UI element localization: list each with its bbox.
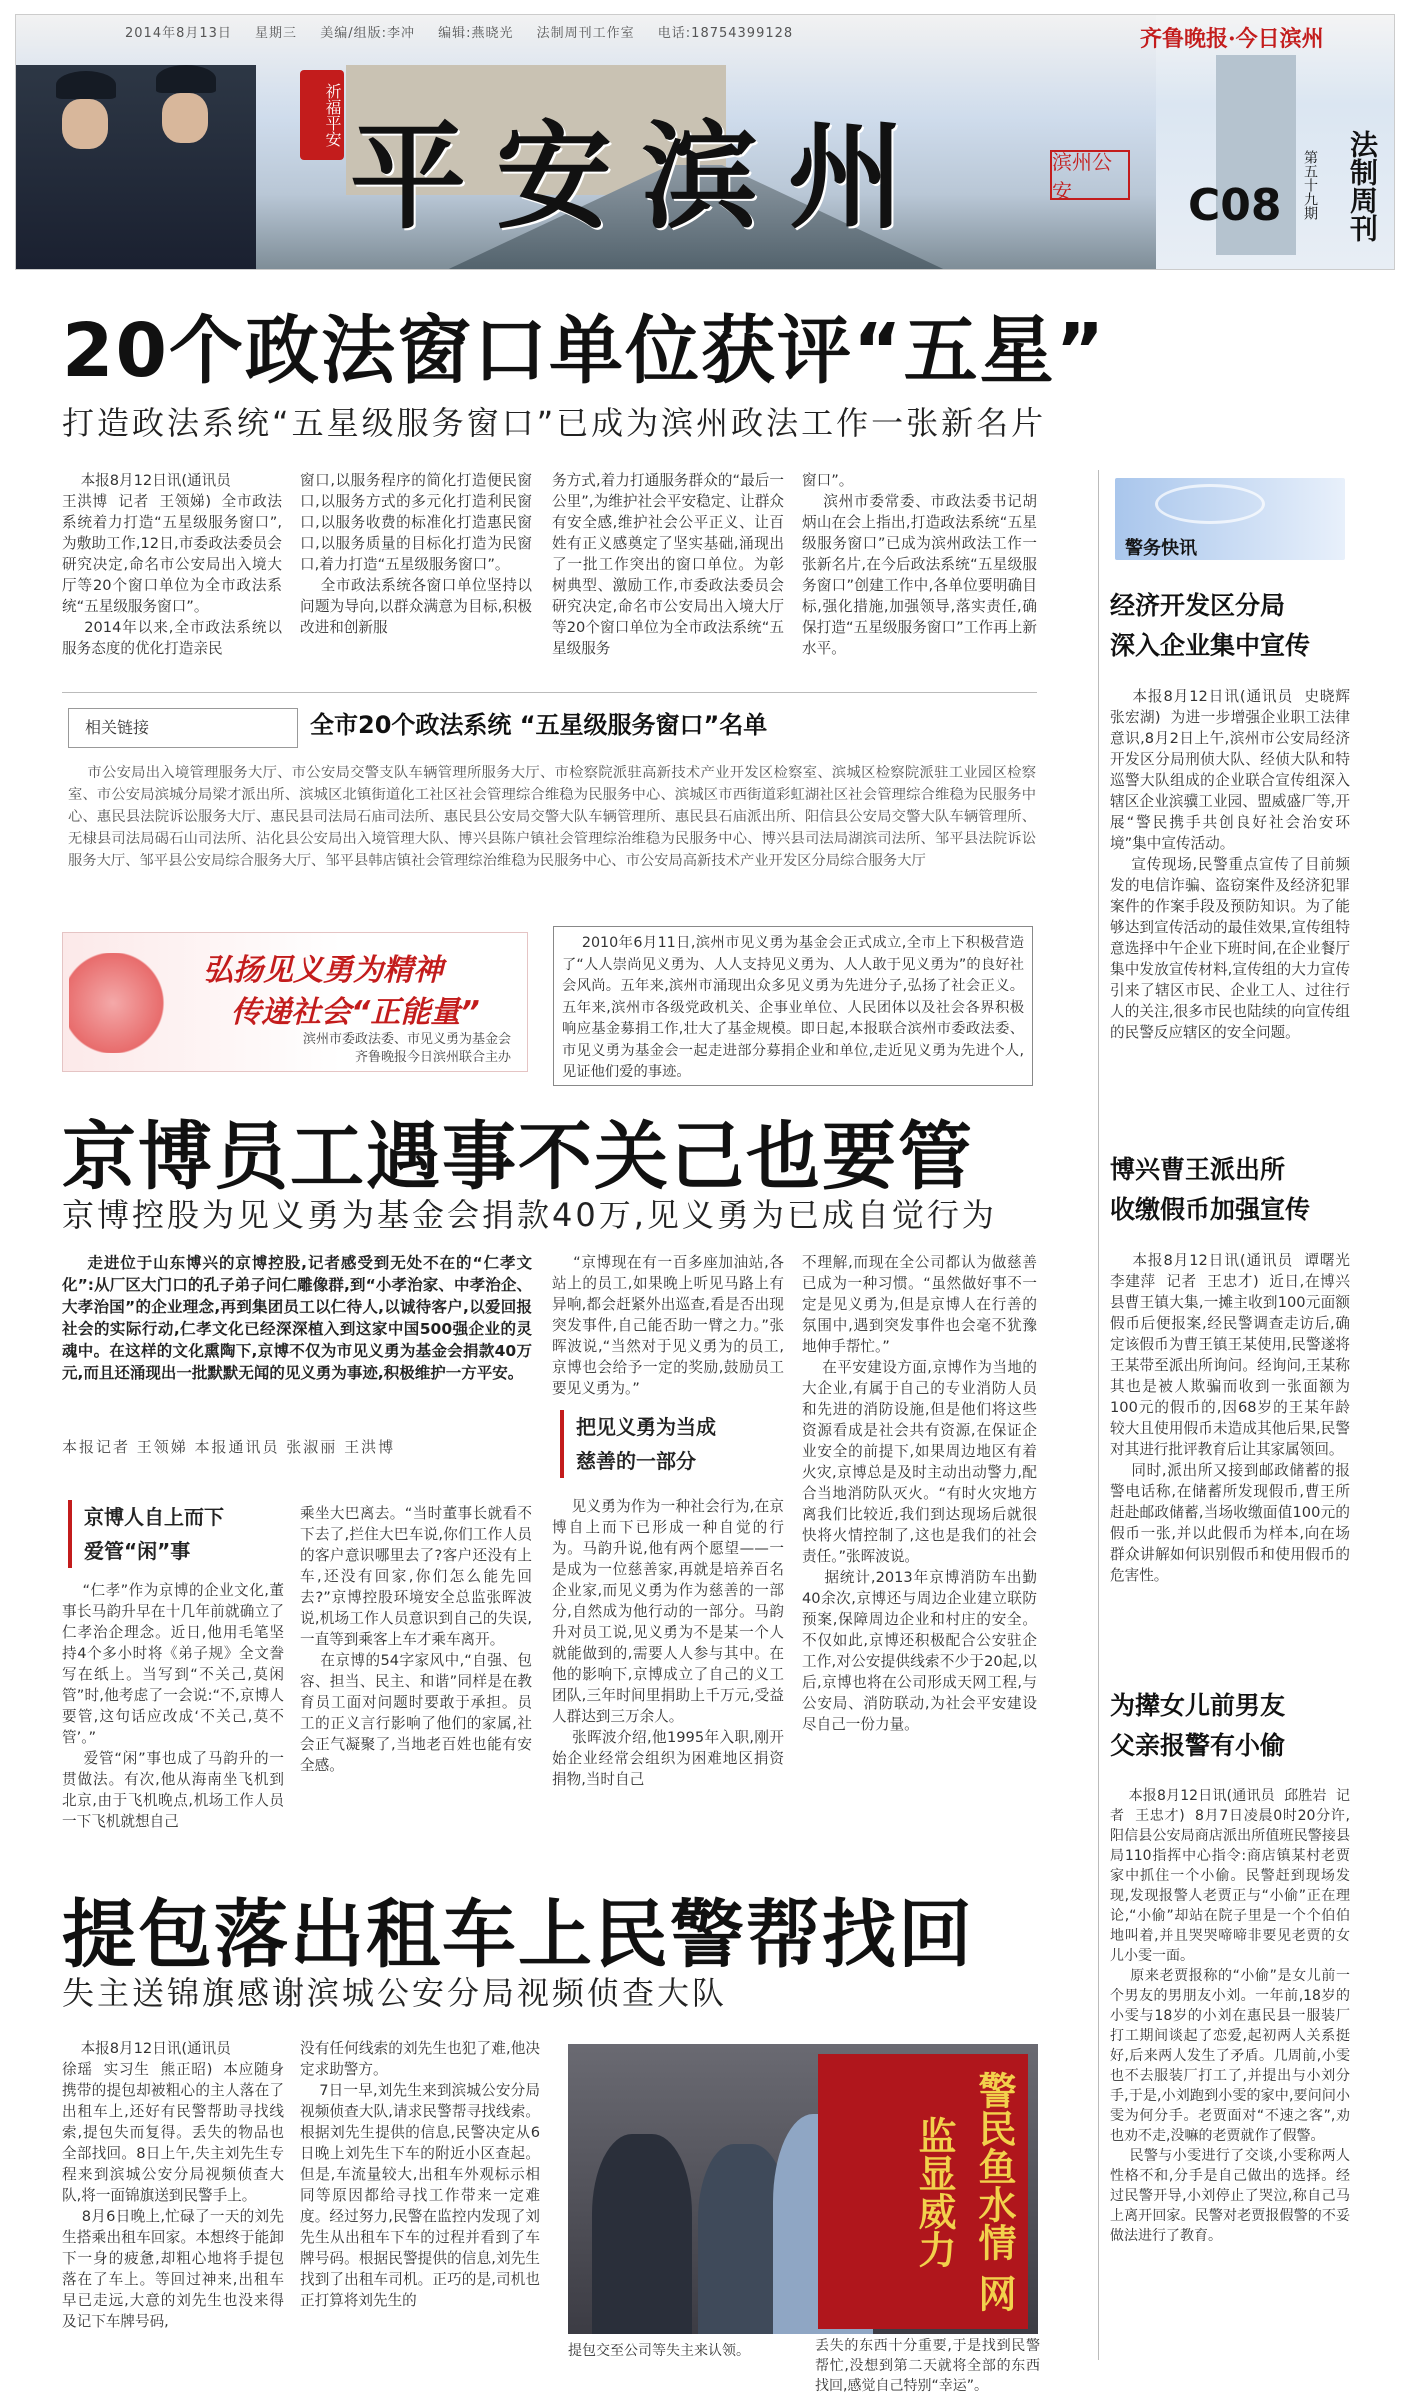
story1-headline: 20个政法窗口单位获评“五星” — [62, 308, 1107, 394]
masthead-info-strip — [125, 22, 811, 41]
banner-sponsors: 滨州市委政法委、市见义勇为基金会 齐鲁晚报今日滨州联合主办 — [303, 1032, 512, 1065]
sidebar-headline3: 为撵女儿前男友 父亲报警有小偷 — [1110, 1691, 1286, 1760]
story3-colD: 丢失的东西十分重要,于是找到民警帮忙,没想到第二天就将全部的东西找回,感觉自己特别“幸运”。 — [815, 2338, 1040, 2394]
person-figure — [592, 2134, 692, 2334]
swirl-icon — [1155, 484, 1265, 524]
page-title: 平安滨州 — [350, 109, 934, 245]
story1-col4: 窗口”。 滨州市委常委、市政法委书记胡炳山在会上指出,打造政法系统“五星级服务窗口”已成为滨州政法工作一张新名片,在今后政法系统“五星级服务窗口”创建工作中,各单位要明确目标,强化措施,加强领导,落实责任,确保打造“五星级服务窗口”工作再上新水平。 — [802, 472, 1037, 657]
notice-text: 2010年6月11日,滨州市见义勇为基金会正式成立,全市上下积极营造了“人人崇尚见义勇为、人人支持见义勇为、人人敢于见义勇为”的良好社会风尚。五年来,滨州市涌现出众多见义勇为先进分子,弘扬了社会正义。五年来,滨州市各级党政机关、企事业单位、人民团体以及社会各界积极响应基金募捐工作,壮大了基金规模。即日起,本报联合滨州市委政法委、市见义勇为基金会一起走进部分募捐企业和单位,走近见义勇为先进个人,见证他们爱的事迹。 — [562, 935, 1024, 1080]
editor: 编辑:燕晓光 — [438, 26, 514, 41]
police-officers-photo — [16, 65, 256, 270]
page-number: C08 — [1188, 180, 1282, 231]
story2-colA: “仁孝”作为京博的企业文化,董事长马韵升早在十几年前就确立了仁孝治企理念。近日,他用毛笔坚持4个多小时将《弟子规》全文誊写在纸上。当写到“不关己,莫闲管”时,他考虑了一会说:“不,京博人要管,这句话应改成‘不关己,莫不管’。” 爱管“闲”事也成了马韵升的一贯做法。有次,他从海南坐飞机到北京,由于飞机晚点,机场工作人员一下飞机就想自己 — [62, 1582, 285, 1830]
sidebar-text1: 本报8月12日讯(通讯员 史晓辉 张宏湖) 为进一步增强企业职工法律意识,8月2日上午,滨州市公安局经济开发区分局刑侦大队、经侦大队和特巡警大队组成的企业联合宣传组深入辖区企业滨骥工业园、盟威盛厂等,开展“警民携手共创良好社会治安环境”集中宣传活动。 宣传现场,民警重点宣传了目前频发的电信诈骗、盗窃案件及经济犯罪案件的作案手段及预防知识。为了能够达到宣传活动的最佳效果,宣传组特意选择中午企业下班时间,在企业餐厅集中发放宣传材料,宣传组的大力宣传引来了辖区市民、企业工人、过往行人的关注,很多市民也陆续的向宣传组的民警反应辖区的安全问题。 — [1110, 688, 1351, 1041]
story3-subhead: 失主送锦旗感谢滨城公安分局视频侦查大队 — [62, 1974, 728, 2012]
campaign-banner — [62, 932, 528, 1072]
divider — [62, 692, 1037, 693]
story2-colB: 乘坐大巴离去。“当时董事长就看不下去了,拦住大巴车说,你们工作人员的客户意识哪里去了?客户还没有上车,还没有回家,你们怎么能先回去?”京博控股环境安全总监张晖波说,机场工作人员意识到自己的失误,一直等到乘客上车才乘车离开。 在京博的54字家风中,“自强、包容、担当、民主、和谐”同样是在教育员工面对问题时要敢于承担。员工的正义言行影响了他们的家属,社会正气凝聚了,当地老百姓也能有安全感。 — [300, 1505, 532, 1774]
story3-colA: 本报8月12日讯(通讯员 徐瑶 实习生 熊正昭) 本应随身携带的提包却被粗心的主人落在了出租车上,还好有民警帮助寻找线索,提包失而复得。丢失的物品也全部找回。8日上午,失主刘先生专程来到滨城公安分局视频侦查大队,将一面锦旗送到民警手上。 8月6日晚上,忙碌了一天的刘先生搭乘出租车回家。本想终于能卸下一身的疲惫,却粗心地将手提包落在了车上。等回过神来,出租车早已走远,大意的刘先生也没来得及记下车牌号码, — [62, 2040, 284, 2330]
issue-number: 第五十九期 — [1302, 150, 1318, 220]
silk-banner: 警民鱼水情 网监显威力 — [818, 2054, 1028, 2329]
newspaper-brand: 齐鲁晚报·今日滨州 — [1140, 26, 1324, 52]
police-logo-seal: 滨州公安 — [1050, 150, 1130, 200]
story2-subhead: 京博控股为见义勇为基金会捐款40万,见义勇为已成自觉行为 — [62, 1196, 997, 1234]
section-name: 法制周刊 — [1346, 130, 1379, 242]
banner-line2: 传递社会“正能量” — [231, 995, 480, 1030]
sidebar-divider — [1098, 470, 1099, 2360]
story2-headline: 京博员工遇事不关己也要管 — [62, 1114, 974, 1200]
sidebar-text3: 本报8月12日讯(通讯员 邱胜岩 记者 王忠才) 8月7日凌晨0时20分许,阳信县公安局商店派出所值班民警接县局110指挥中心指令:商店镇某村老贾家中抓住一个小偷。民警赶到现场发现,发现报警人老贾正与“小偷”正在理论,“小偷”却站在院子里是一个个伯伯地叫着,并且哭哭啼啼非要见老贾的女儿小雯一面。 原来老贾报称的“小偷”是女儿前一个男友的男朋友小刘。一年前,18岁的小雯与18岁的小刘在惠民县一服装厂打工期间谈起了恋爱,起初两人关系挺好,后来两人发生了矛盾。几周前,小雯也不去服装厂打工了,并提出与小刘分手,于是,小刘跑到小雯的家中,要问问小雯为何分手。老贾面对“不速之客”,劝也劝不走,没嘛的老贾就作了假警。 民警与小雯进行了交谈,小雯称两人性格不和,分手是自己做出的选择。经过民警开导,小刘停止了哭泣,称自己马上离开回家。民警对老贾报假警的不妥做法进行了教育。 — [1110, 1788, 1351, 2244]
story1-subhead: 打造政法系统“五星级服务窗口”已成为滨州政法工作一张新名片 — [62, 404, 1047, 442]
banner-line1: 弘扬见义勇为精神 — [203, 953, 443, 988]
sidebar-headline1: 经济开发区分局 深入企业集中宣传 — [1110, 591, 1311, 660]
issue-date: 2014年8月13日 — [125, 26, 232, 41]
related-links-list: 市公安局出入境管理服务大厅、市公安局交警支队车辆管理所服务大厅、市检察院派驻高新技术产业开发区检察室、滨城区检察院派驻工业园区检察室、市公安局滨城分局梁才派出所、滨城区北镇街道化工社区社会管理综合维稳为民服务中心、滨城区市西街道彩虹湖社区社会管理综合维稳为民服务中心、惠民县法院诉讼服务大厅、惠民县司法局石庙司法所、惠民县公安局交警大队车辆管理所、惠民县石庙派出所、阳信县公安局交警大队车辆管理所、无棣县司法局碣石山司法所、沾化县公安局出入境管理大队、博兴县陈户镇社会管理综治维稳为民服务中心、博兴县司法局湖滨司法所、邹平县法院诉讼服务大厅、邹平县公安局综合服务大厅、邹平县韩店镇社会管理综治维稳为民服务中心、市公安局高新技术产业开发区分局综合服务大厅 — [68, 765, 1036, 869]
issue-weekday: 星期三 — [255, 26, 298, 41]
story1-col1: 本报8月12日讯(通讯员 王洪博 记者 王领娣) 全市政法系统着力打造“五星级服务窗口”,为敷助工作,12日,市委政法委员会研究决定,命名市公安局出入境大厅等20个窗口单位为全市政法系统“五星级服务窗口”。 2014年以来,全市政法系统以服务态度的优化打造亲民 — [62, 472, 282, 657]
story2-colD: 不理解,而现在全公司都认为做慈善已成为一种习惯。“虽然做好事不一定是见义勇为,但是京博人在行善的氛围中,遇到突发事件也会毫不犹豫地伸手帮忙。” 在平安建设方面,京博作为当地的大企业,有属于自己的专业消防人员和先进的消防设施,但是他们将这些资源看成是社会共有资源,在保证企业安全的前提下,如果周边地区有着火灾,京博总是及时主动出动警力,配合当地消防队灭火。“有时火灾地方离我们比较近,我们到达现场后就很快将火情控制了,这也是我们的社会责任。”张晖波说。 据统计,2013年京博消防车出勤40余次,京博还与周边企业建立联防预案,保障周边企业和村庄的安全。不仅如此,京博还积极配合公安驻企工作,对公安提供线索不少于20起,以后,京博也将在公司形成天网工程,与公安局、消防联动,为社会平安建设尽自己一份力量。 — [802, 1254, 1038, 1733]
sidebar-headline2: 博兴曹王派出所 收缴假币加强宣传 — [1110, 1155, 1311, 1224]
dove-icon — [69, 953, 179, 1053]
photo-caption: 提包交至公司等失主来认领。 — [568, 2343, 750, 2359]
story3-colB: 没有任何线索的刘先生也犯了难,他决定求助警方。 7日一早,刘先生来到滨城公安分局视频侦查大队,请求民警帮寻找线索。根据刘先生提供的信息,民警决定从6日晚上刘先生下车的附近小区查起。但是,车流量较大,出租车外观标示相同等原因都给寻找工作带来一定难度。经过努力,民警在监控内发现了刘先生从出租车下车的过程并看到了车牌号码。根据民警提供的信息,刘先生找到了出租车司机。正巧的是,司机也正打算将刘先生的 — [300, 2040, 540, 2309]
sidebar-text2: 本报8月12日讯(通讯员 谭曙光 李建萍 记者 王忠才) 近日,在博兴县曹王镇大集,一摊主收到100元面额假币后便报案,经民警调查走访后,确定该假币为曹王镇王某使用,民警遂将王某带至派出所询问。经询问,王某称其也是被人欺骗而收到一张面额为100元的假币的,因68岁的王某年龄较大且使用假币未造成其他后果,民警对其进行批评教育后让其家属领回。 同时,派出所又接到邮政储蓄的报警电话称,在储蓄所发现假币,曹王所赶赴邮政储蓄,当场收缴面值100元的假币一张,并以此假币为样本,向在场群众讲解如何识别假币和使用假币的危害性。 — [1110, 1252, 1351, 1584]
story1-col2: 窗口,以服务程序的简化打造便民窗口,以服务方式的多元化打造利民窗口,以服务收费的标准化打造惠民窗口,以服务质量的目标化打造为民窗口,着力打造“五星级服务窗口”。 全市政法系统各窗口单位坚持以问题为导向,以群众满意为目标,积极改进和创新服 — [300, 472, 532, 636]
phone: 电话:18754399128 — [657, 26, 794, 41]
silk-banner-photo — [568, 2044, 1038, 2334]
story2-colC2: 见义勇为作为一种社会行为,在京博自上而下已形成一种自觉的行为。马韵升说,他有两个愿望——一是成为一位慈善家,再就是培养百名企业家,而见义勇为作为慈善的一部分,自然成为他行动的一部分。马韵升对员工说,见义勇为不是某一个人就能做到的,需要人人参与其中。在他的影响下,京博成立了自己的义工团队,三年时间里捐助上千万元,受益人群达到三万余人。 张晖波介绍,他1995年入职,刚开始企业经常会组织为困难地区捐资捐物,当时自己 — [552, 1498, 785, 1788]
story2-byline: 本报记者 王领娣 本报通讯员 张淑丽 王洪博 — [62, 1438, 396, 1456]
story2-lead: 走进位于山东博兴的京博控股,记者感受到无处不在的“仁孝文化”:从厂区大门口的孔子弟子问仁雕像群,到“小孝治家、中孝治企、大孝治国”的企业理念,再到集团员工以仁待人,以诚待客户,以爱回报社会的实际行动,仁孝文化已经深深植入到这家中国500强企业的灵魂中。在这样的文化熏陶下,京博不仅为市见义勇为基金会捐款40万元,而且还涌现出一批默默无闻的见义勇为事迹,积极维护一方平安。 — [62, 1254, 532, 1382]
designer: 美编/组版:李冲 — [320, 26, 415, 41]
story3-headline: 提包落出租车上民警帮找回 — [62, 1892, 974, 1978]
police-news-badge — [1115, 478, 1345, 560]
story1-col3: 务方式,着力打通服务群众的“最后一公里”,为维护社会平安稳定、让群众有安全感,维护社会公平正义、让百姓有正义感奠定了坚实基础,涌现出了一批工作突出的窗口单位。为彰树典型、激励工作,市委政法委员会研究决定,命名市公安局出入境大厅等20个窗口单位为全市政法系统“五星级服务 — [552, 472, 784, 657]
police-news-label: 警务快讯 — [1125, 538, 1197, 559]
related-links-title: 全市20个政法系统 “五星级服务窗口”名单 — [310, 711, 768, 739]
masthead-seal-stamp: 祈福平安 — [300, 70, 344, 160]
story2-subhead1: 京博人自上而下 爱管“闲”事 — [68, 1500, 288, 1568]
story2-subhead2: 把见义勇为当成 慈善的一部分 — [560, 1410, 780, 1478]
studio: 法制周刊工作室 — [536, 26, 635, 41]
story2-colC: “京博现在有一百多座加油站,各站上的员工,如果晚上听见马路上有异响,都会赶紧外出巡查,看是否出现突发事件,自己能否助一臂之力。”张晖波说,“当然对于见义勇为的员工,京博也会给予一定的奖励,鼓励员工要见义勇为。” — [552, 1254, 785, 1397]
related-links-tab: 相关链接 — [68, 708, 298, 748]
foundation-notice-box — [553, 926, 1033, 1086]
